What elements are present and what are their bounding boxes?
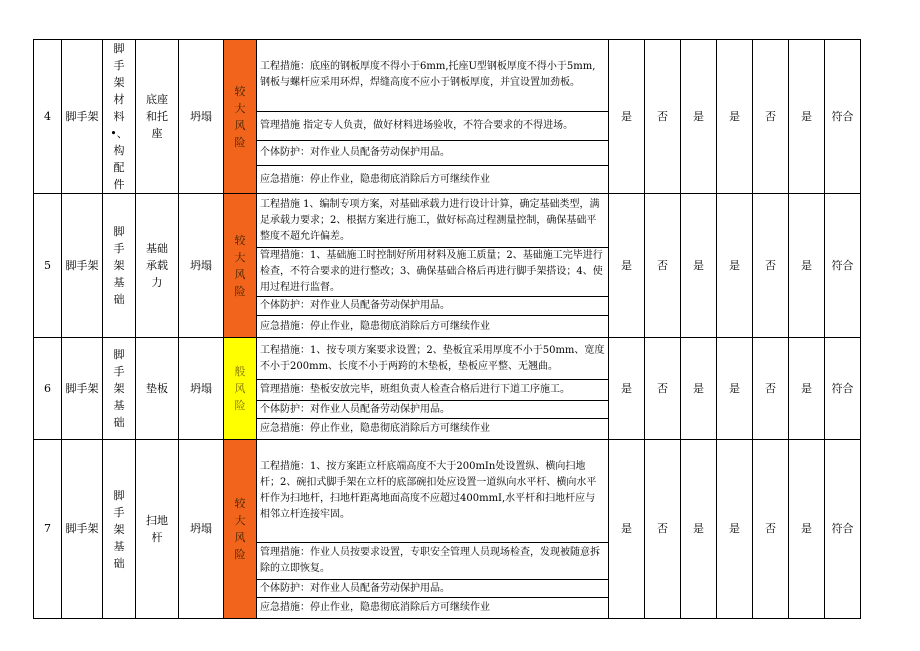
check-cell: 是: [681, 194, 717, 338]
item-cell: 底座和托座: [136, 40, 179, 194]
hazard-cell: 坍塌: [179, 194, 224, 338]
table-row: [34, 194, 903, 248]
risk-level-cell: 较大风险: [224, 40, 257, 194]
item-cell: 基础承载力: [136, 194, 179, 338]
sub-category-cell: 脚手架基础: [103, 194, 136, 338]
result-cell: 符合: [825, 40, 861, 194]
table-row: [34, 338, 903, 380]
engineering-measure: 工程措施：1、按专项方案要求设置；2、垫板宜采用厚度不小于50mm、宽度不小于200mm、长度不小于两跨的木垫板，垫板应平整、无翘曲。: [257, 338, 609, 380]
engineering-measure: 工程措施：底座的钢板厚度不得小于6mm,托座U型钢板厚度不得小于5mm,钢板与螺杆应采用环焊，焊缝高度不应小于钢板厚度，并宜设置加劲板。: [257, 40, 609, 112]
risk-level-cell: 较大风险: [224, 440, 257, 619]
hazard-cell: 坍塌: [179, 338, 224, 440]
check-cell: 否: [645, 440, 681, 619]
check-cell: 是: [789, 194, 825, 338]
check-cell: 否: [753, 194, 789, 338]
category-cell: 脚手架: [62, 40, 103, 194]
row-number: 5: [34, 194, 62, 338]
check-cell: 否: [645, 338, 681, 440]
check-cell: 否: [645, 40, 681, 194]
result-cell: 符合: [825, 440, 861, 619]
check-cell: 是: [609, 40, 645, 194]
check-cell: 是: [789, 440, 825, 619]
check-cell: 是: [717, 440, 753, 619]
hazard-cell: 坍塌: [179, 40, 224, 194]
category-cell: 脚手架: [62, 338, 103, 440]
risk-level-cell: 较大风险: [224, 194, 257, 338]
item-cell: 扫地杆: [136, 440, 179, 619]
item-cell: 垫板: [136, 338, 179, 440]
result-cell: 符合: [825, 194, 861, 338]
emergency-measure: 应急措施：停止作业，隐患彻底消除后方可继续作业: [257, 598, 609, 619]
emergency-measure: 应急措施：停止作业，隐患彻底消除后方可继续作业: [257, 316, 609, 338]
check-cell: 否: [753, 440, 789, 619]
management-measure: 管理措施：1、基础施工时控制好所用材料及施工质量；2、基础施工完毕进行检查，不符合要求的进行整改；3、确保基础合格后再进行脚手架搭设；4、使用过程进行监督。: [257, 248, 609, 297]
table-row: [34, 40, 903, 112]
check-cell: 否: [753, 40, 789, 194]
check-cell: 是: [609, 194, 645, 338]
ppe-measure: 个体防护：对作业人员配备劳动保护用品。: [257, 297, 609, 316]
check-cell: 是: [681, 440, 717, 619]
ppe-measure: 个体防护：对作业人员配备劳动保护用品。: [257, 580, 609, 598]
engineering-measure: 工程措施：1、按方案距立杆底端高度不大于200mIn处设置纵、横向扫地杆；2、碗扣式脚手架在立杆的底部碗扣处应设置一道纵向水平杆、横向水平杆作为扫地杆，扫地杆距离地面高度不应超过400mmI,水平杆和扫地杆应与相邻立杆连接牢固。: [257, 440, 609, 543]
check-cell: 是: [789, 40, 825, 194]
ppe-measure: 个体防护：对作业人员配备劳动保护用品。: [257, 140, 609, 165]
row-number: 7: [34, 440, 62, 619]
row-number: 6: [34, 338, 62, 440]
category-cell: 脚手架: [62, 194, 103, 338]
ppe-measure: 个体防护：对作业人员配备劳动保护用品。: [257, 401, 609, 419]
emergency-measure: 应急措施：停止作业，隐患彻底消除后方可继续作业: [257, 166, 609, 194]
sub-category-cell: 脚手架基础: [103, 338, 136, 440]
check-cell: 是: [681, 338, 717, 440]
hazard-cell: 坍塌: [179, 440, 224, 619]
check-cell: 是: [789, 338, 825, 440]
management-measure: 管理措施 指定专人负责，做好材料进场验收，不符合要求的不得进场。: [257, 111, 609, 140]
management-measure: 管理措施：垫板安放完毕，班组负责人检查合格后进行下道工序施工。: [257, 380, 609, 401]
row-number: 4: [34, 40, 62, 194]
result-cell: 符合: [825, 338, 861, 440]
check-cell: 是: [609, 440, 645, 619]
engineering-measure: 工程措施 1、编制专项方案，对基础承载力进行设计计算，确定基础类型，满足承载力要求；2、根据方案进行施工，做好标高过程测量控制，确保基础平整度不超允许偏差。: [257, 194, 609, 248]
sub-category-cell: 脚手架材料•、构配件: [103, 40, 136, 194]
check-cell: 否: [753, 338, 789, 440]
check-cell: 是: [717, 194, 753, 338]
check-cell: 是: [717, 40, 753, 194]
risk-control-table: [33, 39, 903, 619]
category-cell: 脚手架: [62, 440, 103, 619]
table-row: [34, 440, 903, 543]
management-measure: 管理措施：作业人员按要求设置，专职安全管理人员现场检查，发现被随意拆除的立即恢复。: [257, 543, 609, 580]
check-cell: 是: [681, 40, 717, 194]
check-cell: 否: [645, 194, 681, 338]
check-cell: 是: [717, 338, 753, 440]
risk-level-cell: 般风险: [224, 338, 257, 440]
check-cell: 是: [609, 338, 645, 440]
sub-category-cell: 脚手架基础: [103, 440, 136, 619]
emergency-measure: 应急措施：停止作业，隐患彻底消除后方可继续作业: [257, 419, 609, 440]
